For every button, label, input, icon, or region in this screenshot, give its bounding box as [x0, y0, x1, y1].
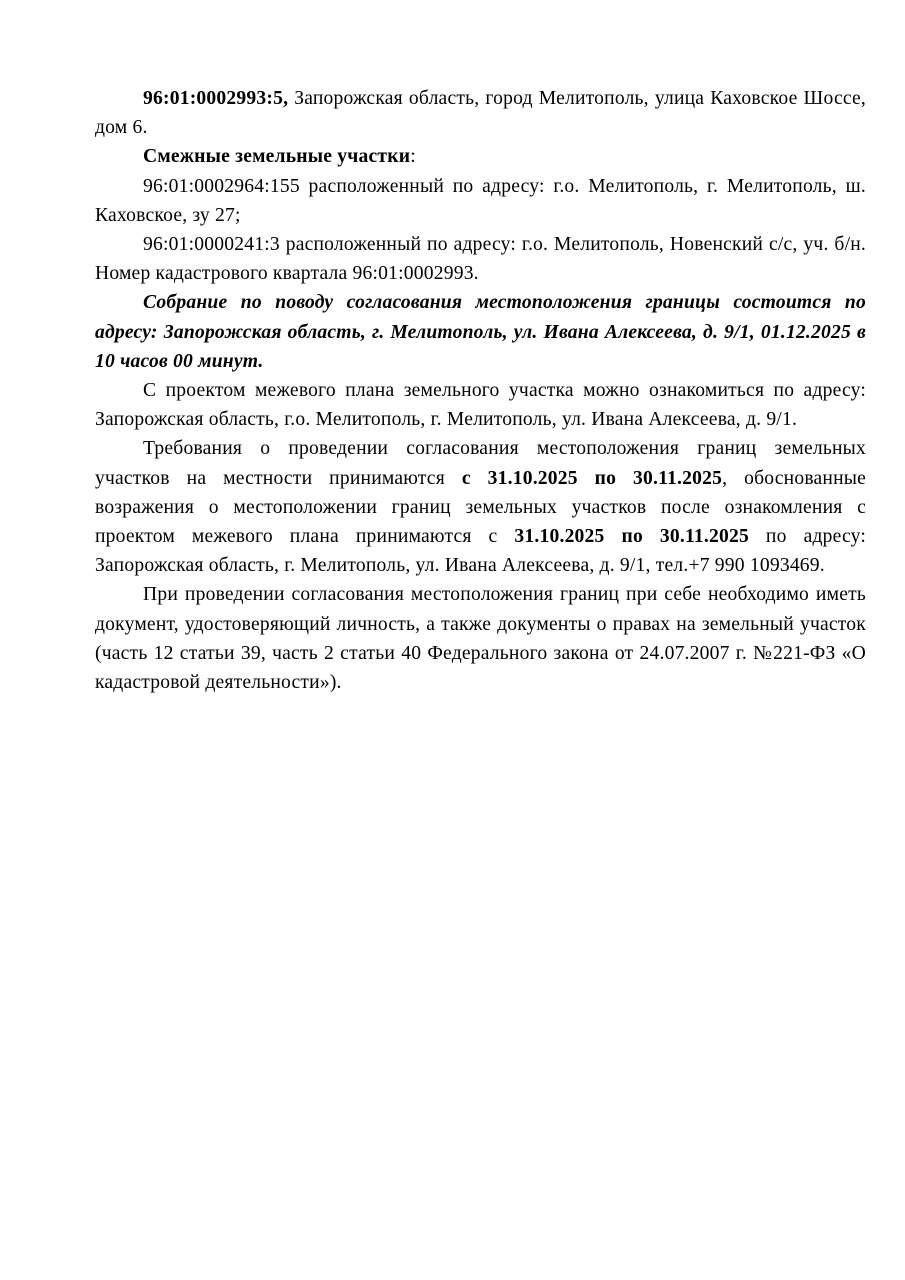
plan-review-address-text: С проектом межевого плана земельного участка можно ознакомиться по адресу: Запорожская область, г.о. Мелитополь, г. Мелитополь, ул. Ивана Алексеева, д. 9/1.: [95, 380, 866, 431]
cadastral-address-text: Запорожская область, город Мелитополь, улица Каховское Шоссе, дом 6.: [95, 88, 866, 139]
identity-documents-text: При проведении согласования местоположения границ при себе необходимо иметь документ, удостоверяющий личность, а также документы о правах на земельный участок (часть 12 статьи 39, часть 2 статьи 40 Федерального закона от 24.07.2007 г. №221-ФЗ «О кадастровой деятельности»).: [95, 584, 866, 694]
paragraph-adjacent-plots-heading: [95, 142, 866, 171]
objection-deadlines-segment-2: , обоснованные возражения о местоположении границ земельных участков после ознакомления с проектом межевого плана принимаются с: [95, 467, 867, 548]
document-body: [95, 84, 866, 697]
meeting-notice-text: Собрание по поводу согласования местоположения границы состоится по адресу: Запорожская область, г. Мелитополь, ул. Ивана Алексеева, д. 9/1, 01.12.2025 в 10 часов 00 минут.: [95, 292, 866, 372]
paragraph-cadastral-address: [95, 84, 866, 142]
paragraph-objection-deadlines: [95, 434, 866, 580]
adjacent-plot-1-text: 96:01:0002964:155 расположенный по адресу: г.о. Мелитополь, г. Мелитополь, ш. Каховское, зу 27;: [95, 175, 866, 226]
adjacent-plots-heading-bold: Смежные земельные участки: [143, 146, 411, 168]
objection-deadline-range-1: с 31.10.2025 по 30.11.2025: [461, 467, 723, 489]
paragraph-adjacent-plot-1: [95, 172, 866, 230]
paragraph-identity-documents: [95, 580, 866, 697]
paragraph-plan-review-address: [95, 376, 866, 434]
objection-deadlines-segment-3: по адресу: Запорожская область, г. Мелитополь, ул. Ивана Алексеева, д. 9/1, тел.+7 990 1093469.: [95, 526, 867, 577]
paragraph-meeting-notice: [95, 288, 866, 376]
cadastral-number-bold: 96:01:0002993:5,: [143, 88, 289, 109]
objection-deadline-range-2: 31.10.2025 по 30.11.2025: [514, 526, 749, 548]
objection-deadlines-segment-1: Требования о проведении согласования местоположения границ земельных участков на местности принимаются: [95, 438, 866, 489]
adjacent-plot-2-text: 96:01:0000241:3 расположенный по адресу: г.о. Мелитополь, Новенский с/с, уч. б/н. Номер кадастрового квартала 96:01:0002993.: [95, 234, 866, 285]
paragraph-adjacent-plot-2: [95, 230, 866, 288]
adjacent-plots-heading-colon: :: [410, 146, 416, 168]
